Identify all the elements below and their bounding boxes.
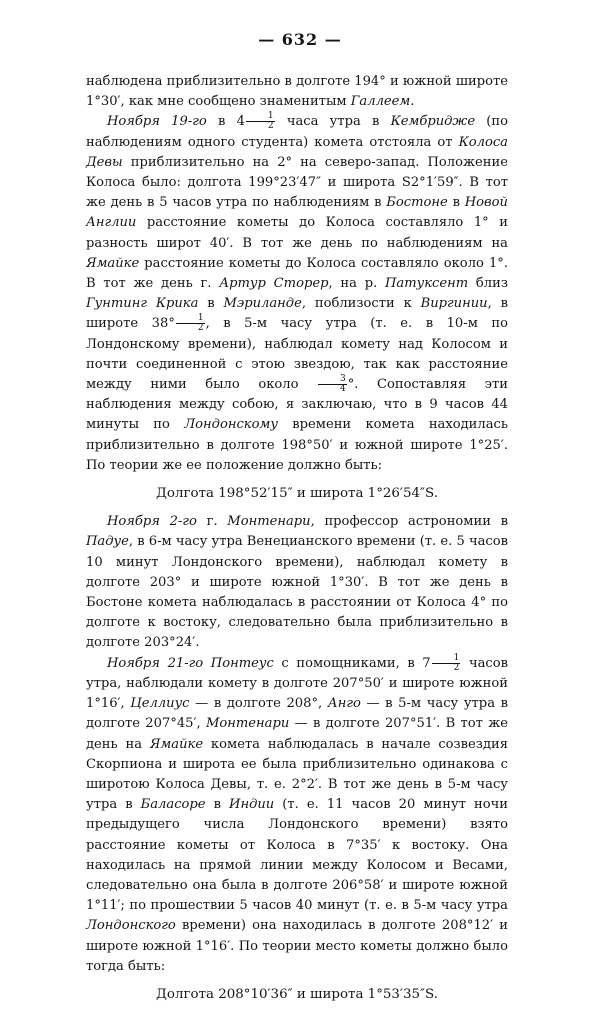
fraction-denominator: 4	[340, 384, 346, 395]
text-run: (по наблюдениям одного студента) комета отстояла от	[86, 114, 509, 150]
name-ango: Анго	[327, 696, 361, 712]
paragraph-nov-2	[86, 512, 508, 653]
place-india: Индии	[229, 797, 275, 813]
fraction-half	[246, 112, 275, 131]
text-run: часов утра, наблюдали комету в долготе 207°50′ и широте южной 1°16′,	[86, 655, 509, 712]
text-run: в	[205, 797, 230, 813]
place-boston: Бостоне	[386, 195, 448, 211]
text-run: — в 5-м часу утра в долготе 207°45′,	[86, 696, 508, 732]
text-run: , в 5-м часу утра (т. е. в 10-м по Лондонскому времени), наблюдал комету над Колосом и почти соединенной с этою звездою, так как расстояние между ними было около	[86, 316, 509, 393]
date-nov-19: Ноября 19-го	[106, 114, 207, 130]
text-run: , на р.	[328, 276, 385, 292]
london-time: Лондонскому	[184, 417, 278, 433]
text-run: времени) она находилась в долготе 208°12′ и широте южной 1°16′. По теории место кометы должно было тогда быть:	[86, 918, 508, 974]
text-run: , поблизости к	[301, 296, 421, 312]
text-run: расстояние кометы до Колоса составляло 1° и разность широт 40′. В тот же день по наблюдениям на	[86, 215, 508, 251]
text-run: , в 6-м часу утра Венецианского времени (т. е. 5 часов 10 минут Лондонского времени), наблюдал комету в долготе 203° и широте южной 1°30′. В тот же день в Бостоне комета наблюдалась в расстоянии от Колоса 4° по долготе к востоку, следовательно была приблизительно в долготе 203°24′.	[86, 534, 508, 651]
fraction-half	[432, 654, 461, 673]
page-number: — 632 —	[258, 30, 342, 49]
text-run: расстояние кометы до Колоса составляло около 1°. В тот же день г.	[86, 255, 508, 292]
text-run: времени комета находилась приблизительно в долготе 198°50′ и южной широте 1°25′. По теории же ее положение должно быть:	[86, 417, 508, 473]
text-run: в	[447, 195, 465, 211]
text-run: — в долготе 208°,	[189, 696, 328, 712]
name-montenari: Монтенари	[227, 514, 311, 530]
place-maryland: Мэрилaнде	[223, 296, 302, 312]
paragraph-0	[86, 72, 508, 112]
text-run: часа утра в	[275, 114, 391, 130]
place-cambridge: Кембридже	[390, 114, 476, 130]
fraction-denominator: 2	[267, 121, 274, 132]
formula-1: Долгота 198°52′15″ и широта 1°26′54″S.	[156, 486, 438, 502]
text-run: (т. е. 11 часов 20 минут ночи предыдущего числа Лондонского времени) взято расстояние кометы от Колоса в 7°35′ к востоку. Она находилась на прямой линии между Колосом и Весами, следовательно она была в долготе 206°58′ и широте южной 1°11′; по прошествии 5 часов 40 минут (т. е. в 5-м часу утра	[86, 797, 508, 914]
text-run: г.	[196, 514, 228, 530]
text-run: комета наблюдалась в начале созвездия Скорпиона и широта ее была приблизительно одинакова с широтою Колоса Девы, т. е. 2°2′. В тот же день в 5-м часу утра в	[86, 736, 508, 813]
text-run: с помощниками, в 7	[273, 655, 431, 671]
place-new-england: Новой Англии	[86, 195, 508, 231]
london-time: Лондонского	[86, 918, 176, 934]
text-run: — в долготе 207°51′. В тот же день на	[86, 716, 508, 752]
fraction-numerator: 1	[432, 654, 461, 664]
fraction-denominator: 2	[197, 323, 204, 334]
paragraph-nov-21	[86, 654, 508, 977]
fraction-numerator: 3	[318, 375, 347, 385]
place-patuxent: Патуксент	[384, 276, 469, 292]
text-run: , профессор астрономии в	[310, 514, 508, 530]
formula-2: Долгота 208°10′36″ и широта 1°53′35″S.	[156, 986, 438, 1002]
text-run: приблизительно на 2° на северо-запад. Положение Колоса было: долгота 199°23′47″ и широта S2°1′59″. В тот же день в 5 часов утра по наблюдениям в	[86, 154, 508, 211]
place-padua: Падуе	[86, 534, 129, 550]
name-storer: Артур Сторер	[219, 276, 329, 292]
place-jamaica: Ямайке	[86, 255, 140, 271]
place-jamaica: Ямайке	[149, 736, 204, 752]
date-nov-21: Ноября 21-го	[106, 655, 204, 671]
text-run: близ	[468, 276, 508, 292]
body-text	[86, 72, 508, 1013]
text-run: в 4	[206, 114, 245, 130]
fraction-numerator: 1	[246, 112, 275, 122]
place-virginia: Виргинии	[420, 296, 488, 312]
text-run: наблюдена приблизительно в долготе 194° и южной широте 1°30′, как мне сообщено знаменитым	[86, 74, 508, 110]
text-run: °. Сопоставляя эти наблюдения между собою, я заключаю, что в 9 часов 44 минуты по	[86, 377, 508, 433]
paragraph-nov-19	[86, 112, 508, 476]
text-run: в	[198, 296, 224, 312]
text-run: , в широте 38°	[86, 296, 508, 332]
place-balasore: Баласоре	[140, 797, 206, 813]
fraction-three-quarters	[318, 375, 347, 394]
fraction-half	[176, 314, 205, 333]
name-halley: Галлеем.	[350, 94, 415, 110]
name-cellius: Целлиус	[130, 696, 190, 712]
date-nov-2: Ноября 2-го	[106, 514, 197, 530]
name-montenari: Монтенари	[205, 716, 290, 732]
star-spica: Колоса Девы	[86, 134, 508, 170]
fraction-denominator: 2	[453, 662, 460, 673]
name-ponteus: Понтеус	[210, 655, 274, 671]
fraction-numerator: 1	[176, 314, 205, 324]
place-hunting-creek: Гунтинг Крика	[86, 296, 199, 312]
